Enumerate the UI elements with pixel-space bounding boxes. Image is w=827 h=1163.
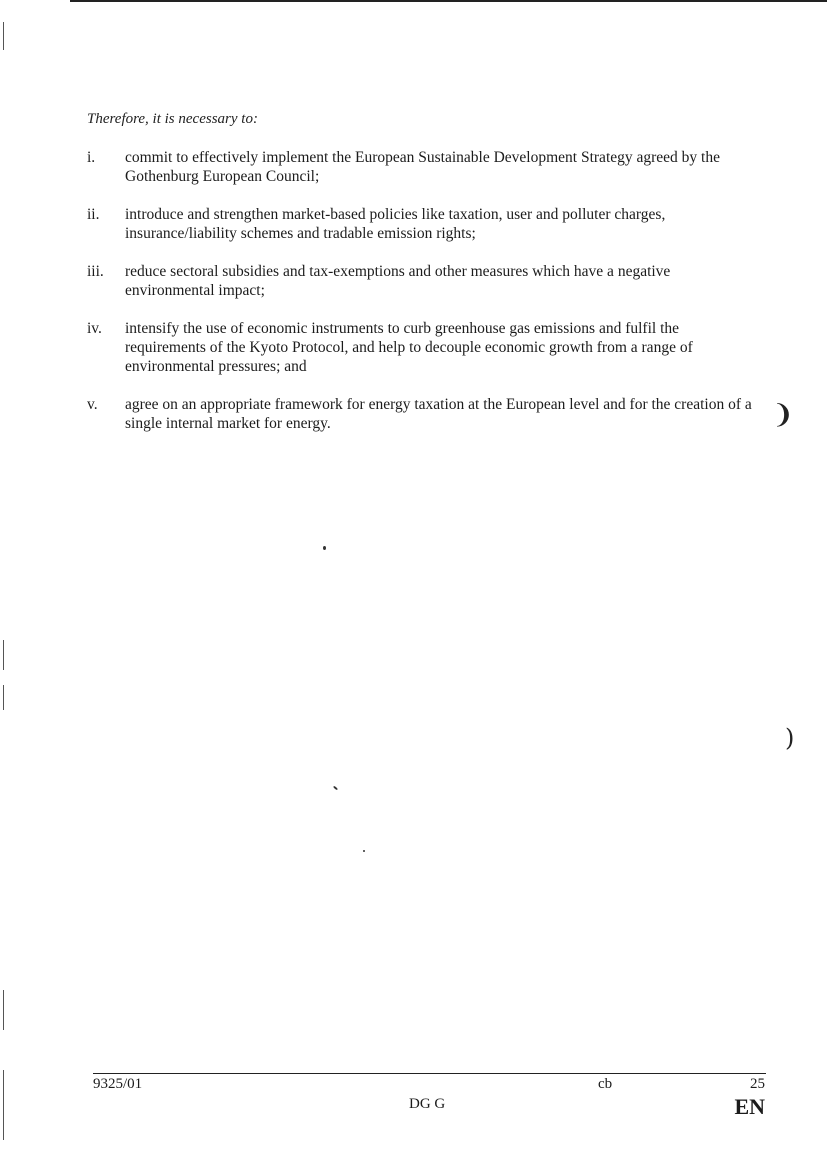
footer-rule: [93, 1073, 766, 1074]
scan-bracket-mark: ): [785, 724, 795, 752]
author-initials: cb: [598, 1076, 613, 1092]
item-number: iii.: [87, 263, 104, 280]
item-text: introduce and strengthen market-based policies like taxation, user and polluter charges, insurance/liability schemes and tradable emission rights;: [125, 206, 666, 242]
list-item: [87, 205, 757, 243]
item-number: ii.: [87, 206, 100, 223]
margin-scan-mark: [3, 22, 4, 50]
item-number: v.: [87, 396, 98, 413]
document-reference: 9325/01: [93, 1076, 143, 1092]
top-rule: [70, 0, 827, 2]
scan-bracket-mark: ❩: [772, 400, 794, 430]
scan-speck: [323, 546, 326, 550]
page-number: 25: [750, 1076, 765, 1092]
list-item: [87, 319, 757, 376]
department-label: DG G: [409, 1096, 446, 1112]
item-text: intensify the use of economic instruments to curb greenhouse gas emissions and fulfil the requirements of the Kyoto Protocol, and help to decouple economic growth from a range of environmental pressures; and: [125, 320, 693, 375]
measures-list: [87, 148, 757, 452]
margin-scan-mark: [3, 685, 4, 710]
list-item: [87, 262, 757, 300]
intro-text: Therefore, it is necessary to:: [87, 111, 258, 127]
item-text: reduce sectoral subsidies and tax-exemptions and other measures which have a negative environmental impact;: [125, 263, 671, 299]
margin-scan-mark: [3, 1070, 4, 1140]
list-item: [87, 395, 757, 433]
item-number: i.: [87, 149, 96, 166]
scan-speck: [333, 786, 338, 791]
item-text: commit to effectively implement the European Sustainable Development Strategy agreed by the Gothenburg European Council;: [125, 149, 720, 185]
item-number: iv.: [87, 320, 102, 337]
item-text: agree on an appropriate framework for energy taxation at the European level and for the creation of a single internal market for energy.: [125, 396, 752, 432]
scan-speck: [363, 850, 365, 852]
list-item: [87, 148, 757, 186]
margin-scan-mark: [3, 990, 4, 1030]
language-code: EN: [734, 1094, 765, 1119]
margin-scan-mark: [3, 640, 4, 670]
